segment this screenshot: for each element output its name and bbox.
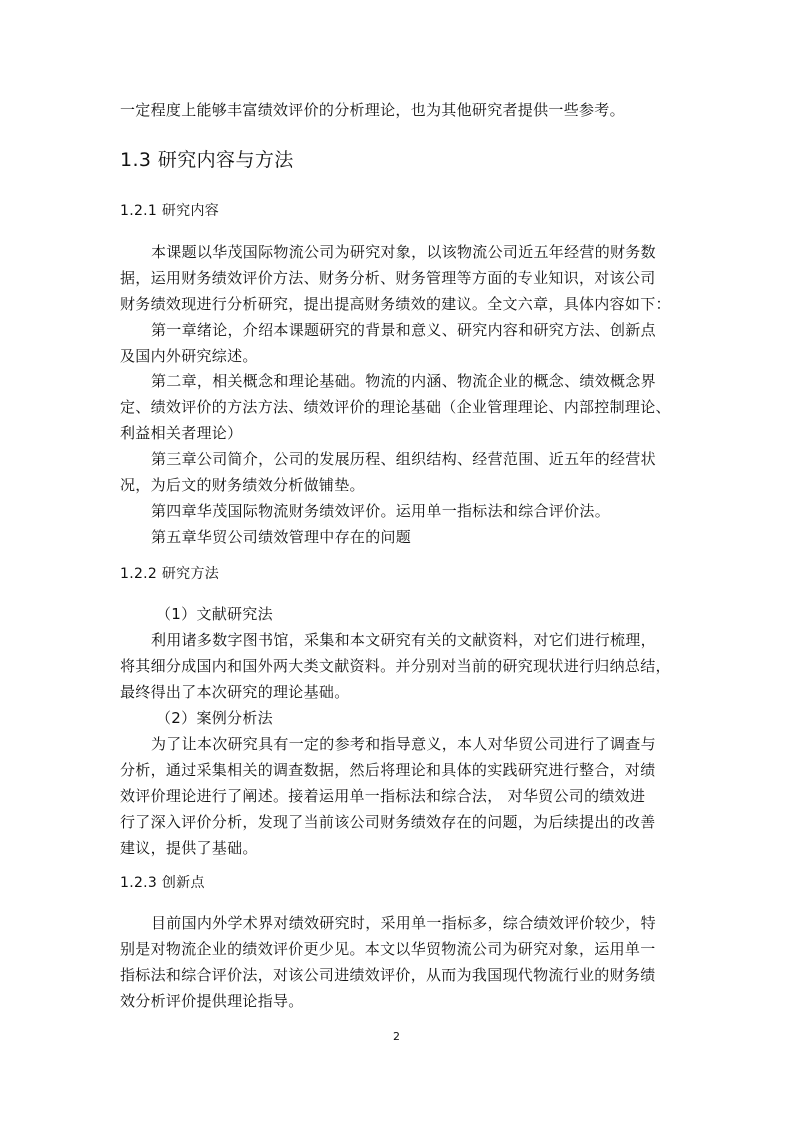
paragraph-line: 别是对物流企业的绩效评价更少见。本文以华贸物流公司为研究对象，运用单一 (120, 940, 656, 958)
paragraph-line: 利益相关者理论） (120, 424, 243, 442)
paragraph-line: 第三章公司简介，公司的发展历程、组织结构、经营范围、近五年的经营状 (151, 450, 656, 468)
paragraph-line: 定、绩效评价的方法方法、绩效评价的理论基础（企业管理理论、内部控制理论、 (120, 398, 671, 416)
paragraph-line: 目前国内外学术界对绩效研究时，采用单一指标多，综合绩效评价较少，特 (151, 914, 656, 932)
paragraph-line: 财务绩效现进行分析研究，提出提高财务绩效的建议。全文六章，具体内容如下： (120, 295, 671, 313)
paragraph-line: 将其细分成国内和国外两大类文献资料。并分别对当前的研究现状进行归纳总结， (120, 657, 671, 675)
paragraph-line: 最终得出了本次研究的理论基础。 (120, 683, 350, 701)
paragraph-line: 第一章绪论，介绍本课题研究的背景和意义、研究内容和研究方法、创新点 (151, 321, 656, 339)
paragraph-line: 为了让本次研究具有一定的参考和指导意义，本人对华贸公司进行了调查与 (151, 735, 656, 753)
subsection-heading-1-2-3: 1.2.3 创新点 (120, 875, 205, 891)
paragraph-line: 一定程度上能够丰富绩效评价的分析理论，也为其他研究者提供一些参考。 (120, 101, 625, 119)
paragraph-line: 指标法和综合评价法，对该公司进绩效评价，从而为我国现代物流行业的财务绩 (120, 966, 656, 984)
paragraph-line: 建议，提供了基础。 (120, 839, 258, 857)
method-heading-literature: （1）文献研究法 (156, 605, 273, 623)
page-number: 2 (393, 1030, 400, 1043)
paragraph-line: 第四章华茂国际物流财务绩效评价。运用单一指标法和综合评价法。 (151, 502, 611, 520)
method-heading-case: （2）案例分析法 (156, 709, 273, 727)
paragraph-line: 据，运用财务绩效评价方法、财务分析、财务管理等方面的专业知识，对该公司 (120, 269, 656, 287)
paragraph-line: 及国内外研究综述。 (120, 347, 258, 365)
paragraph-line: 第五章华贸公司绩效管理中存在的问题 (151, 528, 412, 546)
paragraph-line: 行了深入评价分析，发现了当前该公司财务绩效存在的问题，为后续提出的改善 (120, 813, 656, 831)
subsection-heading-1-2-1: 1.2.1 研究内容 (120, 203, 220, 219)
paragraph-line: 本课题以华茂国际物流公司为研究对象，以该物流公司近五年经营的财务数 (151, 243, 656, 261)
paragraph-line: 利用诸多数字图书馆，采集和本文研究有关的文献资料，对它们进行梳理， (151, 631, 656, 649)
paragraph-line: 况，为后文的财务绩效分析做铺垫。 (120, 476, 365, 494)
subsection-heading-1-2-2: 1.2.2 研究方法 (120, 566, 220, 582)
paragraph-line: 第二章，相关概念和理论基础。物流的内涵、物流企业的概念、绩效概念界 (151, 372, 656, 390)
paragraph-line: 分析，通过采集相关的调查数据，然后将理论和具体的实践研究进行整合，对绩 (120, 761, 656, 779)
paragraph-line: 效评价理论进行了阐述。接着运用单一指标法和综合法， 对华贸公司的绩效进 (120, 787, 646, 805)
paragraph-line: 效分析评价提供理论指导。 (120, 992, 304, 1010)
section-heading-1-3: 1.3 研究内容与方法 (120, 149, 294, 171)
